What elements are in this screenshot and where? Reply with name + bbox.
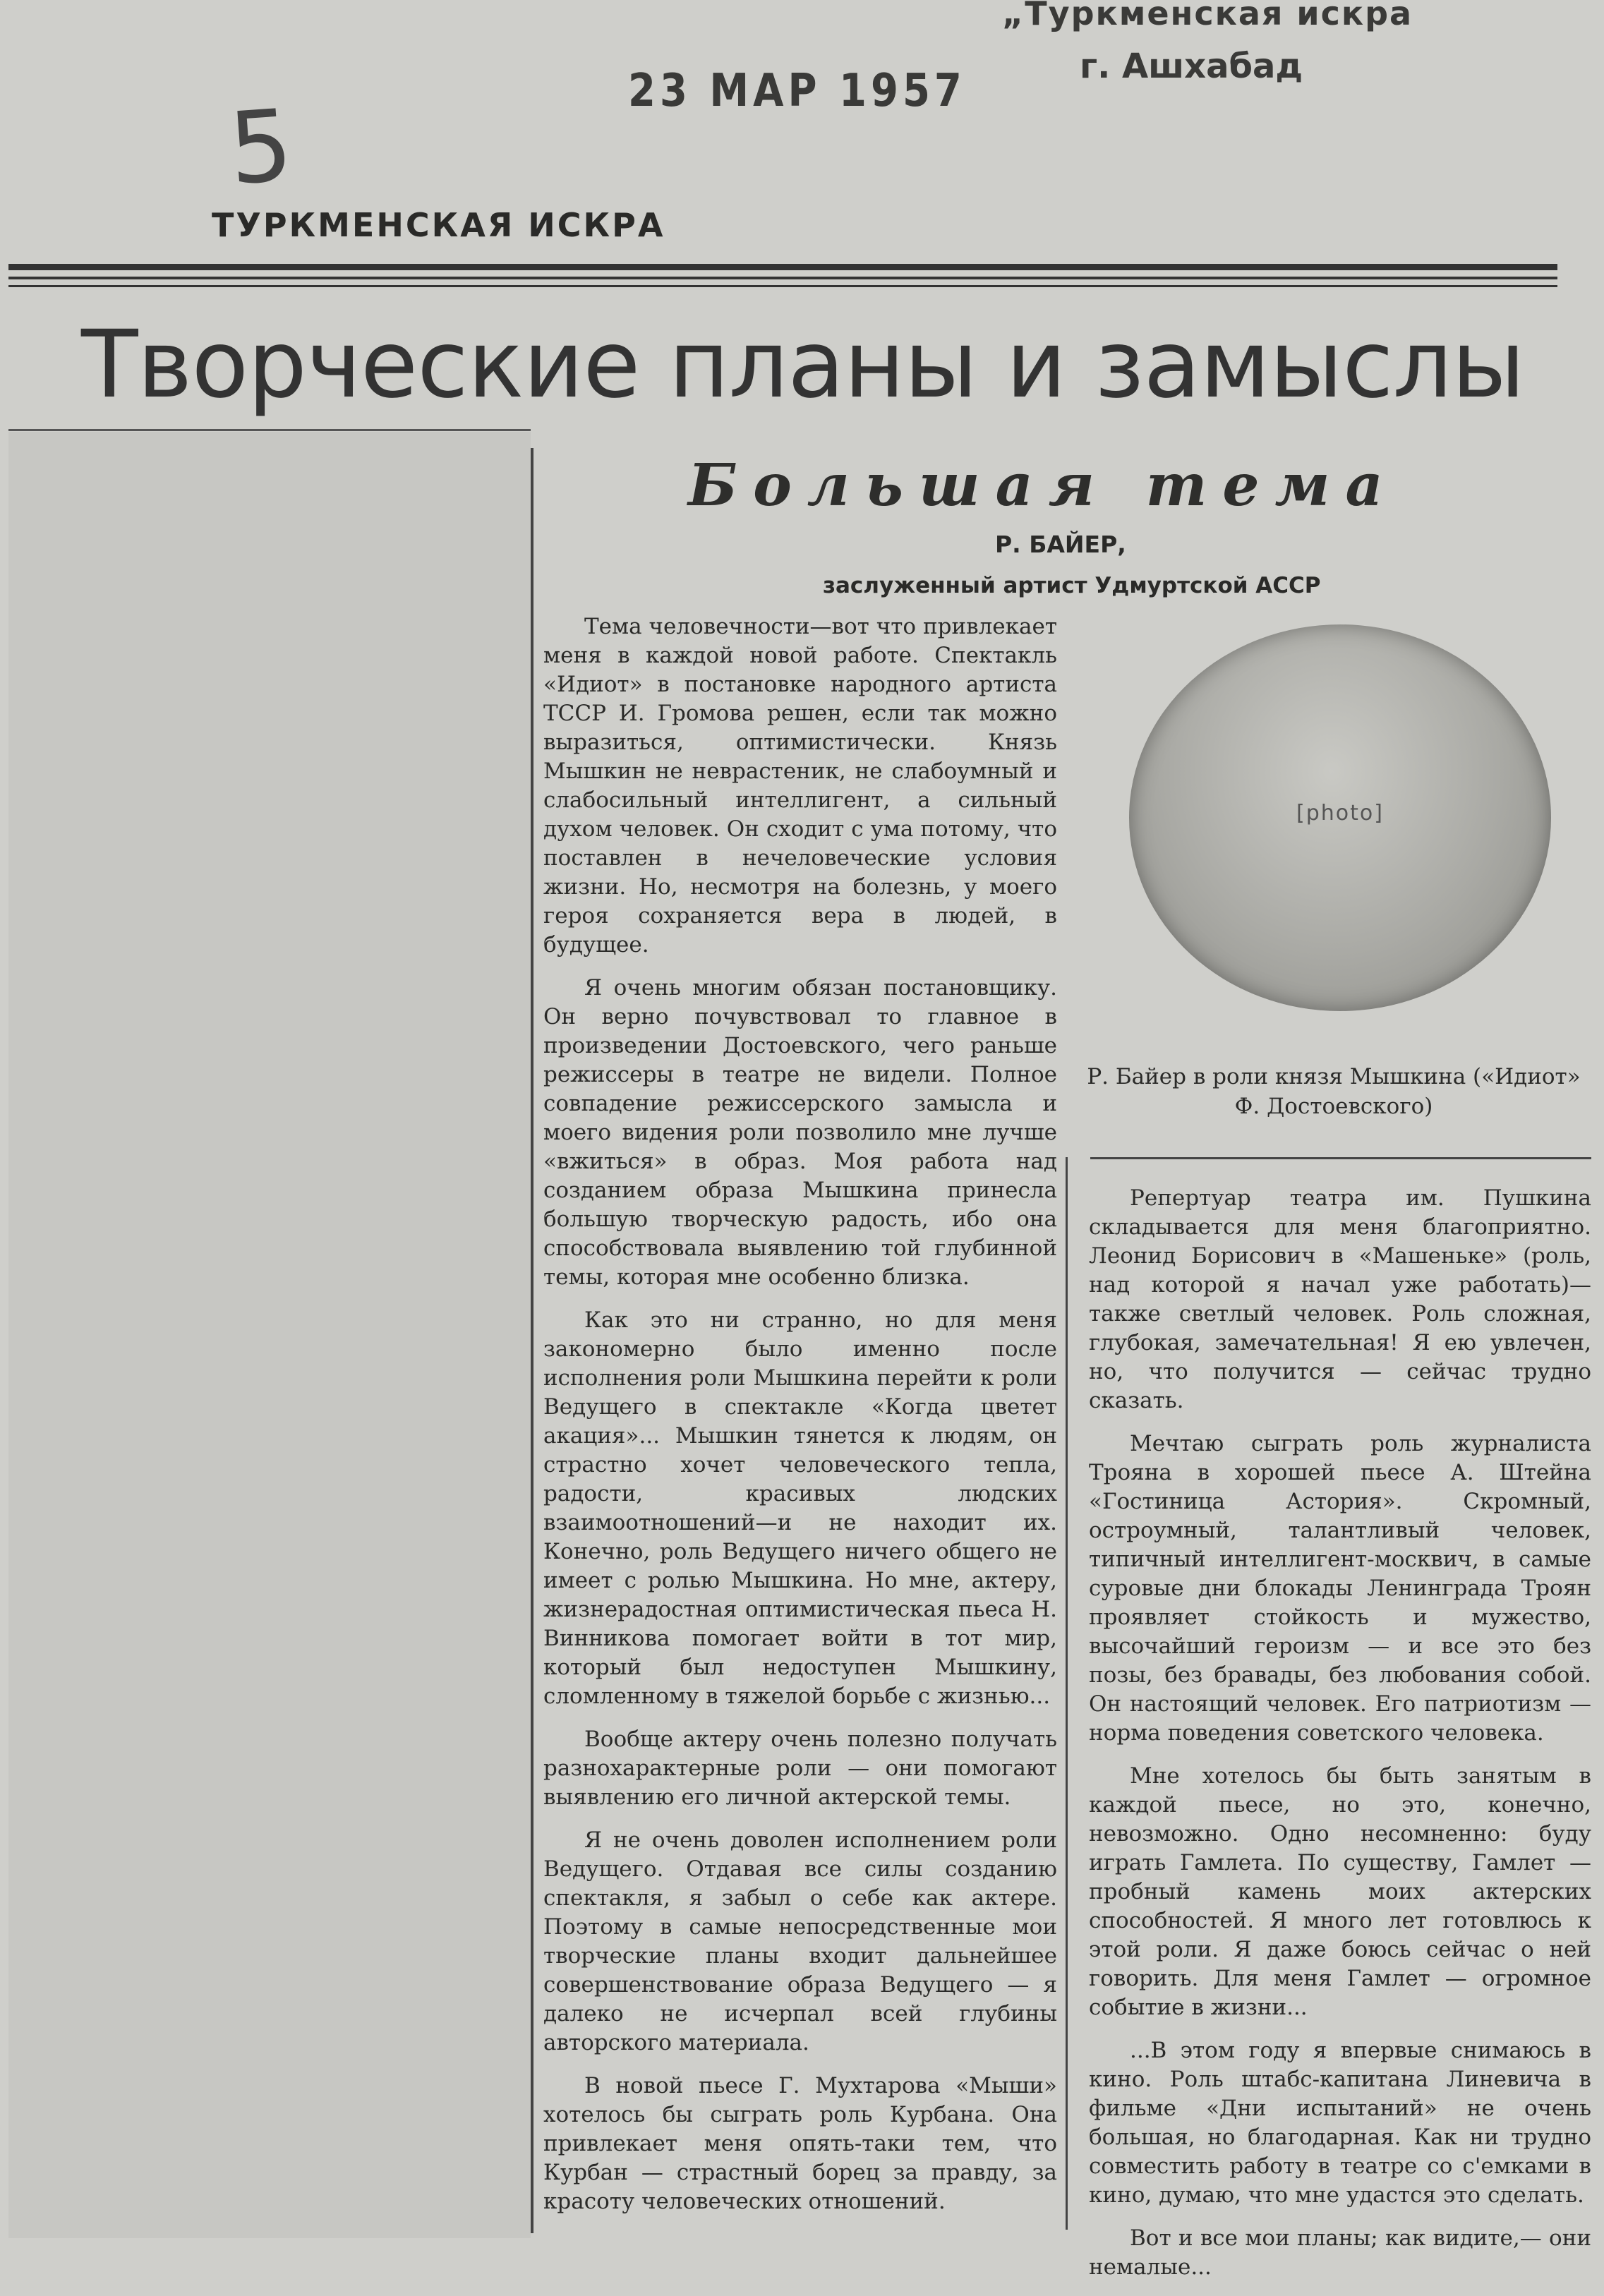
date-stamp: 23 МАР 1957 [628,64,966,117]
paragraph: ...В этом году я впервые снимаюсь в кино. Роль штабс-капитана Линевича в фильме «Дни испытаний» не очень большая, но благодарная. Как ни трудно совместить работу в театре со с'емками в кино, думаю, что мне удастся это сделать. [1089,2038,1591,2208]
author-name: Р. БАЙЕР, [995,531,1126,558]
paragraph: Тема человечности—вот что привлекает меня в каждой новой работе. Спектакль «Идиот» в постановке народного артиста ТССР И. Громова решен, если так можно выразиться, оптимистически. Князь Мышкин не неврастеник, не слабоумный и слабосильный интеллигент, а сильный духом человек. Он сходит с ума потому, что поставлен в нечеловеческие условия жизни. Но, несмотря на болезнь, у моего героя сохраняется вера в людей, в будущее. [543,614,1057,957]
page-heading: Творческие планы и замыслы [81,310,1525,419]
photo-caption: Р. Байер в роли князя Мышкина («Идиот» Ф. Достоевского) [1087,1064,1581,1119]
article-column-center [543,612,1057,2230]
paragraph: Вообще актеру очень полезно получать разнохарактерные роли — они помогают выявлению его личной актерской темы. [543,1727,1057,1810]
photo-placeholder: [photo] [1296,801,1384,826]
masthead-label: ТУРКМЕНСКАЯ ИСКРА [212,206,665,244]
newspaper-stamp: „Туркменская искра [1002,0,1413,32]
paragraph: Я очень многим обязан постановщику. Он верно почувствовал то главное в произведении Достоевского, чего раньше режиссеры в театре не видели. Полное совпадение режиссерского замысла и моего видения роли позволило мне лучше «вжиться» в образ. Моя работа над созданием образа Мышкина принесла большую творческую радость, ибо она способствовала выявлению той глубинной темы, которая мне особенно близка. [543,975,1057,1290]
author-portrait-photo [1129,624,1551,1011]
paragraph: В новой пьесе Г. Мухтарова «Мыши» хотелось бы сыграть роль Курбана. Она привлекает меня опять-таки тем, что Курбан — страстный борец за правду, за красоту человеческих отношений. [543,2073,1057,2214]
column-rule [1066,1157,1068,2230]
blank-margin [8,432,531,2238]
city-stamp: г. Ашхабад [1080,47,1303,86]
masthead-rule [8,264,1557,270]
paragraph: Вот и все мои планы; как видите,— они немалые... [1089,2225,1591,2280]
paragraph: Я не очень доволен исполнением роли Ведущего. Отдавая все силы созданию спектакля, я забыл о себе как актере. Поэтому в самые непосредственные мои творческие планы входит дальнейшее совершенствование образа Ведущего — я далеко не исчерпал всей глубины авторского материала. [543,1827,1057,2055]
column-rule [531,448,533,2233]
paragraph: Репертуар театра им. Пушкина складывается для меня благоприятно. Леонид Борисович в «Машеньке» (роль, над которой я начал уже работать)—также светлый человек. Роль сложная, глубокая, замечательная! Я ею увлечен, но, что получится — сейчас трудно сказать. [1089,1185,1591,1413]
handwritten-page-number: 5 [225,88,296,207]
paragraph: Как это ни странно, но для меня закономерно было именно после исполнения роли Мышкина перейти к роли Ведущего в спектакле «Когда цветет акация»... Мышкин тянется к людям, он страстно хочет человеческого тепла, радости, красивых людских взаимоотношений—и не находит их. Конечно, роль Ведущего ничего общего не имеет с ролью Мышкина. Но мне, актеру, жизнерадостная оптимистическая пьеса Н. Винникова помогает войти в тот мир, который был недоступен Мышкину, сломленному в тяжелой борьбе с жизнью... [543,1307,1057,1709]
caption-rule [1090,1157,1591,1159]
article-title: Большая тема [688,452,1399,519]
paragraph: Мечтаю сыграть роль журналиста Трояна в хорошей пьесе А. Штейна «Гостиница Астория». Скромный, остроумный, талантливый человек, типичный интеллигент-москвич, в самые суровые дни блокады Ленинграда Троян проявляет стойкость и мужество, высочайший героизм — и все это без позы, без бравады, без любования собой. Он настоящий человек. Его патриотизм — норма поведения советского человека. [1089,1431,1591,1746]
masthead-rule [8,285,1557,287]
section-divider [8,429,531,431]
article-column-right [1089,1184,1591,2296]
masthead-rule [8,277,1557,279]
author-title: заслуженный артист Удмуртской АССР [823,573,1321,598]
paragraph: Мне хотелось бы быть занятым в каждой пьесе, но это, конечно, невозможно. Одно несомненно: буду играть Гамлета. По существу, Гамлет — пробный камень моих актерских способностей. Я много лет готовлюсь к этой роли. Я даже боюсь сейчас о ней говорить. Для меня Гамлет — огромное событие в жизни... [1089,1763,1591,2020]
